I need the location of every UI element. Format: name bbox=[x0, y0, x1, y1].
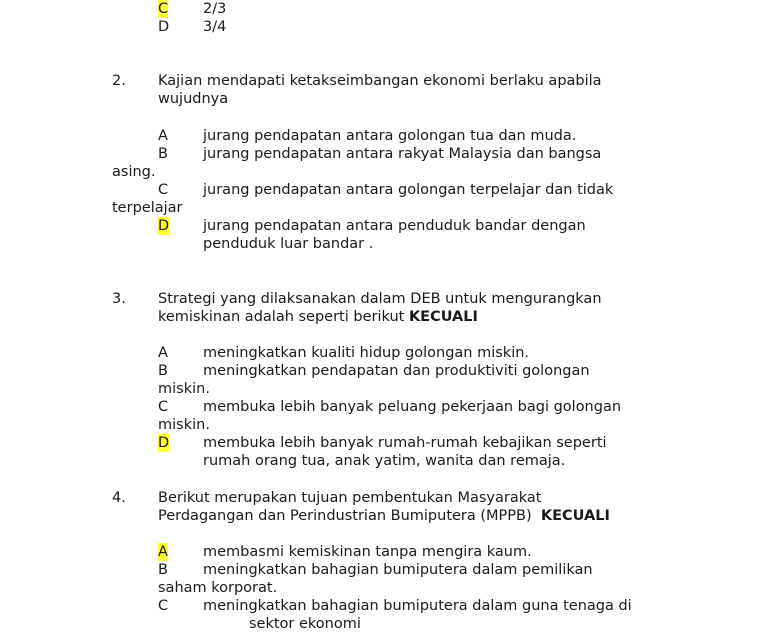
option-text: membasmi kemiskinan tanpa mengira kaum. bbox=[203, 544, 532, 560]
option-text: 2/3 bbox=[203, 1, 227, 17]
option-text: saham korporat. bbox=[158, 580, 278, 596]
stem-emphasis: KECUALI bbox=[540, 508, 610, 524]
option-text: membuka lebih banyak rumah-rumah kebajikan seperti bbox=[203, 435, 607, 451]
option-letter: C bbox=[158, 182, 169, 198]
option-letter: A bbox=[158, 128, 168, 144]
option-letter: B bbox=[158, 363, 168, 379]
answer-letter-highlight: D bbox=[158, 218, 170, 234]
option-letter: C bbox=[158, 598, 169, 614]
stem-emphasis: KECUALI bbox=[408, 309, 478, 325]
option-text: penduduk luar bandar . bbox=[203, 236, 374, 252]
question-number: 3. bbox=[112, 291, 126, 307]
option-text: 3/4 bbox=[203, 19, 227, 35]
option-letter: C bbox=[158, 399, 169, 415]
option-letter: D bbox=[158, 19, 170, 35]
question-number: 4. bbox=[112, 490, 126, 506]
option-letter: B bbox=[158, 562, 168, 578]
option-text: jurang pendapatan antara penduduk bandar dengan bbox=[203, 218, 586, 234]
question-stem-line bbox=[158, 308, 478, 326]
option-text: terpelajar bbox=[112, 200, 183, 216]
question-stem-line bbox=[158, 507, 610, 525]
question-stem: Perdagangan dan Perindustrian Bumiputera (MPPB) bbox=[158, 508, 532, 524]
option-text: meningkatkan pendapatan dan produktiviti golongan bbox=[203, 363, 590, 379]
option-text: meningkatkan kualiti hidup golongan miskin. bbox=[203, 345, 530, 361]
answer-letter-highlight: A bbox=[158, 544, 168, 560]
option-text: meningkatkan bahagian bumiputera dalam pemilikan bbox=[203, 562, 593, 578]
question-stem: Kajian mendapati ketakseimbangan ekonomi berlaku apabila bbox=[158, 73, 602, 89]
option-text: rumah orang tua, anak yatim, wanita dan remaja. bbox=[203, 453, 566, 469]
option-letter: A bbox=[158, 345, 168, 361]
option-text: sektor ekonomi bbox=[249, 616, 361, 632]
question-stem: kemiskinan adalah seperti berikut bbox=[158, 309, 405, 325]
answer-letter-highlight: C bbox=[158, 1, 169, 17]
question-stem: Strategi yang dilaksanakan dalam DEB untuk mengurangkan bbox=[158, 291, 602, 307]
option-text: asing. bbox=[112, 164, 156, 180]
question-stem: Berikut merupakan tujuan pembentukan Masyarakat bbox=[158, 490, 542, 506]
option-text: meningkatkan bahagian bumiputera dalam guna tenaga di bbox=[203, 598, 632, 614]
option-text: membuka lebih banyak peluang pekerjaan bagi golongan bbox=[203, 399, 622, 415]
option-text: miskin. bbox=[158, 417, 210, 433]
option-text: miskin. bbox=[158, 381, 210, 397]
option-text: jurang pendapatan antara golongan terpelajar dan tidak bbox=[203, 182, 614, 198]
question-number: 2. bbox=[112, 73, 126, 89]
option-letter: B bbox=[158, 146, 168, 162]
option-text: jurang pendapatan antara golongan tua dan muda. bbox=[203, 128, 577, 144]
option-text: jurang pendapatan antara rakyat Malaysia dan bangsa bbox=[203, 146, 602, 162]
answer-letter-highlight: D bbox=[158, 435, 170, 451]
question-stem: wujudnya bbox=[158, 91, 229, 107]
